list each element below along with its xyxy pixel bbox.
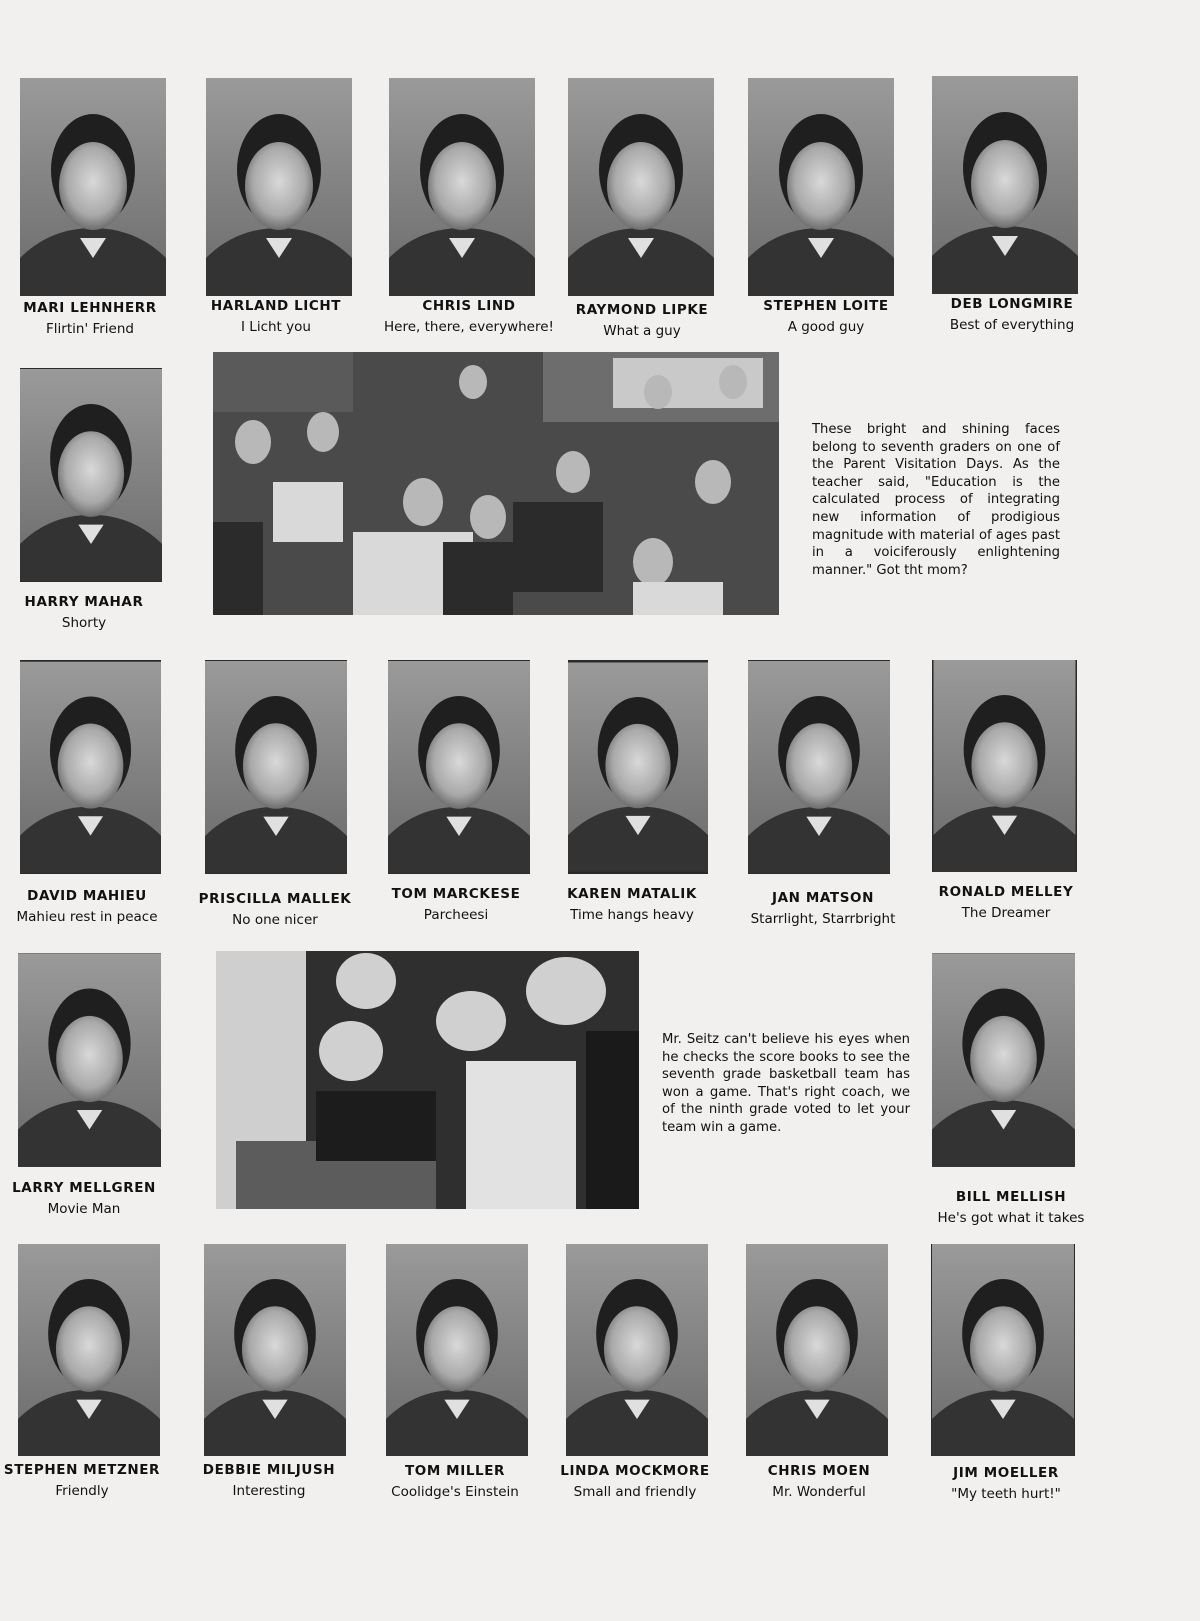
portrait: [389, 78, 535, 296]
portrait: [566, 1244, 708, 1456]
portrait: [20, 660, 161, 874]
student-motto: A good guy: [787, 319, 865, 335]
student-caption: [0, 1180, 174, 1217]
classroom-photo: [213, 352, 779, 615]
student-motto: "My teeth hurt!": [951, 1486, 1061, 1502]
scorebook-caption: Mr. Seitz can't believe his eyes when he checks the score books to see the seventh grade basketball team has won a game. That's right coach, we of the ninth grade voted to let your team win a game.: [662, 1032, 910, 1135]
student-name: RONALD MELLEY: [938, 884, 1074, 900]
student-name: BILL MELLISH: [955, 1189, 1067, 1205]
student-motto: Parcheesi: [423, 907, 489, 923]
student-motto: I Licht you: [241, 319, 311, 335]
student-motto: Starrlight, Starrbright: [750, 911, 896, 927]
portrait: [206, 78, 352, 296]
portrait: [18, 1244, 160, 1456]
portrait: [20, 368, 162, 582]
portrait: [746, 1244, 888, 1456]
portrait: [748, 660, 890, 874]
portrait: [386, 1244, 528, 1456]
student-caption: [552, 302, 732, 339]
student-name: HARLAND LICHT: [210, 298, 342, 314]
student-motto: Mahieu rest in peace: [16, 909, 158, 925]
portrait: [748, 78, 894, 296]
student-caption: [916, 884, 1096, 921]
portrait: [204, 1244, 346, 1456]
student-caption: [542, 886, 722, 923]
student-motto: Mr. Wonderful: [772, 1484, 866, 1500]
student-caption: [729, 1463, 909, 1500]
student-motto: Movie Man: [47, 1201, 121, 1217]
student-motto: Time hangs heavy: [570, 907, 694, 923]
student-motto: Shorty: [61, 615, 107, 631]
student-caption: [366, 886, 546, 923]
student-name: STEPHEN LOITE: [763, 298, 889, 314]
student-motto: He's got what it takes: [937, 1210, 1085, 1226]
student-name: DEB LONGMIRE: [950, 296, 1074, 312]
student-caption: [736, 298, 916, 335]
student-caption: [0, 300, 180, 337]
portrait: [568, 78, 714, 296]
student-name: KAREN MATALIK: [567, 886, 697, 902]
portrait: [932, 76, 1078, 294]
student-motto: The Dreamer: [961, 905, 1051, 921]
student-name: RAYMOND LIPKE: [575, 302, 709, 318]
portrait: [18, 953, 161, 1167]
portrait: [932, 660, 1077, 872]
student-name: PRISCILLA MALLEK: [198, 891, 352, 907]
student-name: JAN MATSON: [771, 890, 874, 906]
student-caption: [186, 298, 366, 335]
portrait: [568, 660, 708, 874]
student-name: STEPHEN METZNER: [3, 1462, 161, 1478]
student-name: TOM MILLER: [404, 1463, 506, 1479]
student-name: CHRIS LIND: [422, 298, 516, 314]
student-caption: [365, 1463, 545, 1500]
student-motto: Coolidge's Einstein: [391, 1484, 519, 1500]
student-caption: [0, 1462, 172, 1499]
portrait: [205, 660, 347, 874]
student-caption: [733, 890, 913, 927]
student-name: CHRIS MOEN: [767, 1463, 871, 1479]
student-name: DEBBIE MILJUSH: [202, 1462, 336, 1478]
scorebook-photo: [216, 951, 639, 1209]
portrait: [932, 953, 1075, 1167]
student-motto: No one nicer: [232, 912, 318, 928]
student-motto: Friendly: [55, 1483, 109, 1499]
student-caption: [185, 891, 365, 928]
student-caption: [916, 1465, 1096, 1502]
student-caption: [179, 1462, 359, 1499]
student-caption: [0, 888, 177, 925]
student-name: HARRY MAHAR: [24, 594, 144, 610]
student-name: JIM MOELLER: [953, 1465, 1059, 1481]
student-motto: Small and friendly: [573, 1484, 697, 1500]
student-name: TOM MARCKESE: [391, 886, 521, 902]
student-name: DAVID MAHIEU: [27, 888, 147, 904]
student-motto: Here, there, everywhere!: [384, 319, 554, 335]
student-motto: What a guy: [603, 323, 681, 339]
student-caption: [545, 1463, 725, 1500]
student-name: LARRY MELLGREN: [12, 1180, 156, 1196]
student-motto: Interesting: [232, 1483, 306, 1499]
portrait: [388, 660, 530, 874]
student-caption: [906, 1189, 1116, 1226]
portrait: [931, 1244, 1075, 1456]
student-caption: [369, 298, 569, 335]
student-name: MARI LEHNHERR: [23, 300, 157, 316]
student-caption: [0, 594, 174, 631]
classroom-caption: These bright and shining faces belong to seventh graders on one of the Parent Visitation Days. As the teacher said, "Education is the calculated process of integrating new information of prodigious magnitude with material of ages past in a voiciferously enlightening manner." Got tht mom?: [812, 422, 1060, 578]
student-caption: [922, 296, 1102, 333]
student-motto: Flirtin' Friend: [46, 321, 134, 337]
portrait: [20, 78, 166, 296]
student-name: LINDA MOCKMORE: [560, 1463, 710, 1479]
student-motto: Best of everything: [949, 317, 1075, 333]
